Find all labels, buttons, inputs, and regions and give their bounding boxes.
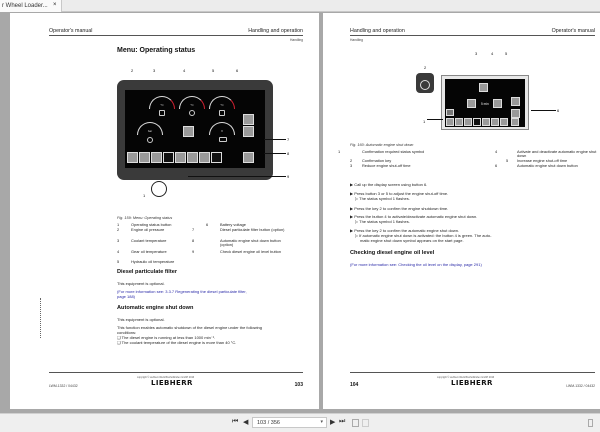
dpf-optional: This equipment is optional. (117, 281, 165, 286)
chevron-down-icon[interactable]: ▾ (320, 419, 323, 425)
reduce-time-button[interactable] (467, 99, 476, 108)
figure-caption: Fig. 159: Menu: Operating status (117, 216, 173, 220)
callout-1: 1 (143, 193, 146, 198)
engine-oil-pressure-gauge: bar (137, 122, 163, 135)
toggle-shutdown-button[interactable] (479, 83, 488, 92)
page-104: Handling and operation Operator's manual Handling 3 4 5 2 1 6 5 min Fig. 160: Automatic engine shut down 1 Confirmation required status symbol 2 Confirmation key 3 Reduce engine shut-off time 4 Activate and deactivate automatic engine shut down 5 Increase engine shut-off time 6 Automatic engine shut down button ▶ Call up the display screen using button 6. ▶ Press button 3 or 5 to adjust the engine shut-off time. ▷ The status symbol 1 flashes. ▶ Press the key 2 to confirm the engine shutdown time. ▶ Press the button 4 to activate/deactivate automatic engine shut down. ▷ The status symbol 1 flashes. ▶ Press the key 2 to confirm the automatic engine shut down. ▷ If automatic engine shut down is activated: the button 4 is green. The auto- matic engine shut down symbol appears on the start page. Checking diesel engine oil level (For more information see: Checking the oil level on the display, page 291) copyright © Liebherr-Werk Bischofshofen GmbH 2016 LIEBHERR 104 LWM-1332 / 04432 (323, 13, 600, 409)
enter-icon (420, 80, 430, 90)
step: ▶ Press the button 4 to activate/deactivate automatic engine shut down. (350, 214, 478, 219)
home-button[interactable] (446, 118, 454, 126)
link-button[interactable] (491, 118, 499, 126)
aesd-heading: Automatic engine shut down (117, 305, 194, 311)
navigation-toolbar (0, 413, 600, 432)
aesd-conditions-label: conditions: (117, 330, 137, 335)
figure-caption: Fig. 160: Automatic engine shut down (350, 143, 414, 147)
header-left: Operator's manual (49, 28, 93, 34)
page-number: 103 (294, 382, 303, 388)
gutter-code (40, 298, 41, 338)
close-tab-icon[interactable]: × (53, 2, 57, 8)
empty-slot (211, 152, 222, 163)
step: ▶ Call up the display screen using button 6. (350, 182, 428, 187)
header-rule (350, 35, 595, 36)
callout-4: 4 (183, 68, 186, 73)
step: ▶ Press the key 2 to confirm the engine shutdown time. (350, 206, 449, 211)
link-button[interactable] (187, 152, 198, 163)
callout-5: 5 (212, 68, 215, 73)
footer-rule (350, 372, 595, 373)
machine-button[interactable] (139, 152, 150, 163)
result: ▷ The status symbol 1 flashes. (355, 219, 410, 224)
timer-value: 5 min (481, 102, 489, 106)
footer-copyright: copyright © Liebherr-Werk Bischofshofen GmbH 2016 (137, 376, 195, 379)
callout-6: 6 (557, 108, 560, 113)
paste-icon[interactable] (362, 419, 369, 427)
display-bezel (117, 80, 273, 180)
increase-time-button[interactable] (493, 99, 502, 108)
menu-button[interactable] (243, 152, 254, 163)
home-button[interactable] (127, 152, 138, 163)
info-button[interactable] (500, 118, 508, 126)
liebherr-logo: LIEBHERR (151, 379, 193, 387)
operating-status-tab[interactable] (163, 152, 174, 163)
battery-voltage-gauge: V (209, 122, 235, 135)
confirmation-key[interactable] (416, 73, 434, 93)
document-viewer[interactable] (0, 12, 600, 413)
prev-page-button[interactable]: ◀ (243, 419, 249, 426)
callout-4: 4 (491, 51, 494, 56)
result: ▷ The status symbol 1 flashes. (355, 196, 410, 201)
callout-6: 6 (236, 68, 239, 73)
leader-8 (264, 153, 286, 154)
condition-1: ❑ The diesel engine is running at less than 1000 min⁻¹. (117, 335, 216, 340)
tab-bar (0, 0, 600, 12)
tool-button[interactable] (482, 118, 490, 126)
tool-button[interactable] (175, 152, 186, 163)
dpf-heading: Diesel particulate filter (117, 269, 177, 275)
header-right: Handling and operation (248, 28, 303, 34)
check-oil-level-button[interactable] (183, 126, 194, 137)
header-right: Operator's manual (551, 28, 595, 34)
leader-7 (264, 139, 286, 140)
result-cont: matic engine shut down symbol appears on the start page. (360, 238, 464, 243)
dpf-link[interactable]: (For more information see: 3.3.7 Regenerating the diesel particulate filter, (117, 289, 247, 294)
dpf-button[interactable] (511, 97, 520, 106)
auto-shutdown-button[interactable] (243, 126, 254, 137)
dpf-button[interactable] (243, 114, 254, 125)
header-rule (49, 35, 303, 36)
footer-rule (49, 372, 303, 373)
header-left: Handling and operation (350, 28, 405, 34)
settings-button[interactable] (464, 118, 472, 126)
footer-doc-code: LWM-1332 / 04432 (49, 384, 78, 388)
panel-toggle-icon[interactable] (588, 419, 593, 427)
coolant-icon (159, 110, 165, 116)
step: ▶ Press button 3 or 5 to adjust the engine shut-off time. (350, 191, 449, 196)
step: ▶ Press the key 2 to confirm the automatic engine shut down. (350, 228, 460, 233)
page-number: 104 (350, 382, 359, 388)
footer-copyright: copyright © Liebherr-Werk Bischofshofen GmbH 2016 (437, 376, 495, 379)
page-number-input[interactable] (252, 417, 327, 428)
display-screen (445, 79, 525, 127)
first-page-button[interactable]: ⏮ (232, 418, 239, 425)
next-page-button[interactable]: ▶ (330, 419, 336, 426)
tab-title: r Wheel Loader... (2, 3, 48, 9)
dpf-link-page[interactable]: page 188) (117, 294, 136, 299)
callout-8: 8 (287, 151, 290, 156)
leader-1 (427, 119, 443, 120)
settings-button[interactable] (151, 152, 162, 163)
gear-oil-gauge: °C (179, 96, 205, 109)
oil-can-icon (147, 137, 153, 143)
callout-2: 2 (131, 68, 134, 73)
result: ▷ If automatic engine shut down is activated: the button 4 is green. The auto- (355, 233, 492, 238)
footer-doc-code: LWM-1332 / 04432 (566, 384, 595, 388)
page-number-value: 103 / 356 (257, 420, 280, 426)
callout-1: 1 (423, 119, 426, 124)
auto-shutdown-button[interactable] (511, 109, 520, 118)
hydraulic-oil-gauge: °C (209, 96, 235, 109)
operating-status-button-zoom (151, 181, 167, 197)
operating-status-tab[interactable] (473, 118, 481, 126)
last-page-button[interactable]: ⏭ (339, 418, 346, 425)
callout-3: 3 (153, 68, 156, 73)
section-title: Menu: Operating status (117, 47, 196, 54)
liebherr-logo: LIEBHERR (451, 379, 493, 387)
aesd-optional: This equipment is optional. (117, 317, 165, 322)
gear-icon (189, 110, 195, 116)
aesd-description: This function enables automatic shutdown of the diesel engine under the following (117, 325, 262, 330)
machine-button[interactable] (455, 118, 463, 126)
oil-level-link[interactable]: (For more information see: Checking the oil level on the display, page 291) (350, 262, 482, 267)
hydraulic-icon (219, 110, 225, 116)
copy-icon[interactable] (352, 419, 359, 427)
display-screen (125, 90, 265, 168)
callout-3: 3 (475, 51, 478, 56)
coolant-temp-gauge: °C (149, 96, 175, 109)
callout-7: 7 (287, 137, 290, 142)
leader-9 (188, 176, 286, 177)
confirmation-status-symbol (446, 109, 454, 116)
leader-6 (531, 110, 556, 111)
subheader: Handling (289, 38, 303, 42)
condition-2: ❑ The coolant temperature of the diesel engine is more than 40 °C. (117, 340, 237, 345)
battery-icon (219, 137, 227, 142)
callout-5: 5 (505, 51, 508, 56)
info-button[interactable] (199, 152, 210, 163)
oil-level-heading: Checking diesel engine oil level (350, 250, 435, 256)
callout-9: 9 (287, 174, 290, 179)
document-tab[interactable] (0, 0, 62, 12)
menu-button[interactable] (511, 118, 519, 126)
display-frame (441, 75, 529, 130)
callout-2: 2 (424, 65, 427, 70)
page-103: Operator's manual Handling and operation Handling Menu: Operating status 2 3 4 5 6 °C °C °C bar V 1 7 8 9 Fig. 159: Menu: Operating status 1 Operating status button 2 Engine oil pressure 3 Coolant temperature 4 Gear oil temperature 5 Hydraulic oil temperature 6 Battery voltage 7 Diesel particulate filter button (option) 8 Automatic engine shut down button (option) 9 Check diesel engine oil level button Diesel particulate filter This equipment is optional. (For more information see: 3.3.7 Regenerating the diesel particulate filter, page 188) Automatic engine shut down This equipment is optional. This function enables automatic shutdown of the diesel engine under the following conditions: ❑ The diesel engine is running at less than 1000 min⁻¹. ❑ The coolant temperature of the diesel engine is more than 40 °C. copyright © Liebherr-Werk Bischofshofen GmbH 2016 LIEBHERR LWM-1332 / 04432 103 (10, 13, 319, 409)
subheader: Handling (350, 38, 364, 42)
